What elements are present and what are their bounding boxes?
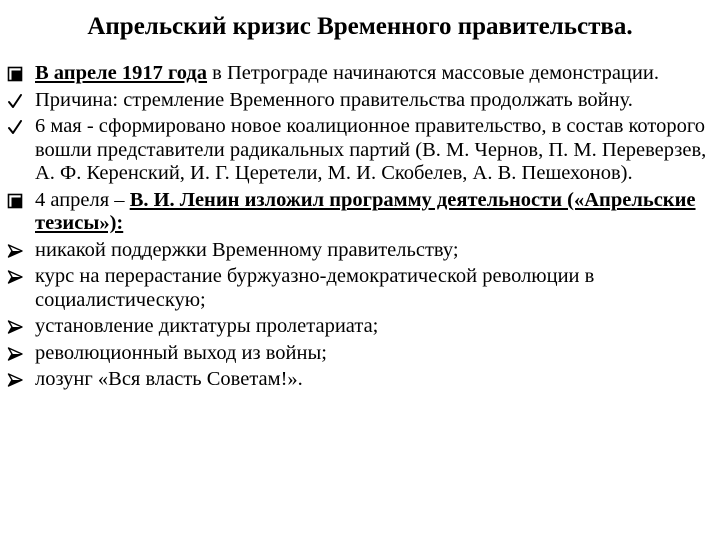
list-item [6,239,714,263]
list-item-text [35,342,327,364]
list-item-text [35,115,706,184]
check-bullet-icon [6,118,24,136]
text-run: установление диктатуры пролетариата; [35,315,379,337]
arrow-bullet-icon [6,345,24,363]
list-item [6,368,714,392]
text-run: В. И. Ленин изложил программу деятельности («Апрельские тезисы»): [35,188,696,234]
text-run: никакой поддержки Временному правительству; [35,238,459,261]
text-run: 4 апреля – [35,188,130,211]
text-run: 6 мая - сформировано новое коалиционное правительство, в состав которого вошли представители радикальных партий (В. М. Чернов, П. М. Переверзев, А. Ф. Керенский, И. Г. Церетели, М. И. Скобелев, А. В. Пешехонов). [35,115,707,184]
list-item [6,342,714,366]
arrow-bullet-icon [6,371,24,389]
list-item-text [35,265,594,311]
text-run: лозунг «Вся власть Советам!». [35,368,303,390]
text-run: В апреле 1917 года [35,62,208,84]
bullet-list [6,62,714,392]
list-item-text [35,368,303,390]
list-item [6,89,714,113]
text-run: в Петрограде начинаются массовые демонстрации. [207,62,659,84]
list-item [6,189,714,236]
list-item-text [35,62,659,84]
arrow-bullet-icon [6,268,24,286]
list-item [6,62,714,86]
arrow-bullet-icon [6,318,24,336]
list-item-text [35,189,696,235]
list-item [6,115,714,186]
square-bullet-icon [6,65,24,83]
list-item-text [35,315,378,337]
text-run: курс на перерастание буржуазно-демократической революции в социалистическую; [35,265,595,311]
text-run: Причина: стремление Временного правительства продолжать войну. [35,88,633,111]
list-item [6,265,714,312]
list-item-text [35,89,633,111]
slide-title: Апрельский кризис Временного правительства. [87,13,633,40]
square-bullet-icon [6,192,24,210]
arrow-bullet-icon [6,242,24,260]
list-item [6,315,714,339]
check-bullet-icon [6,92,24,110]
list-item-text [35,239,459,261]
text-run: революционный выход из войны; [35,341,327,364]
